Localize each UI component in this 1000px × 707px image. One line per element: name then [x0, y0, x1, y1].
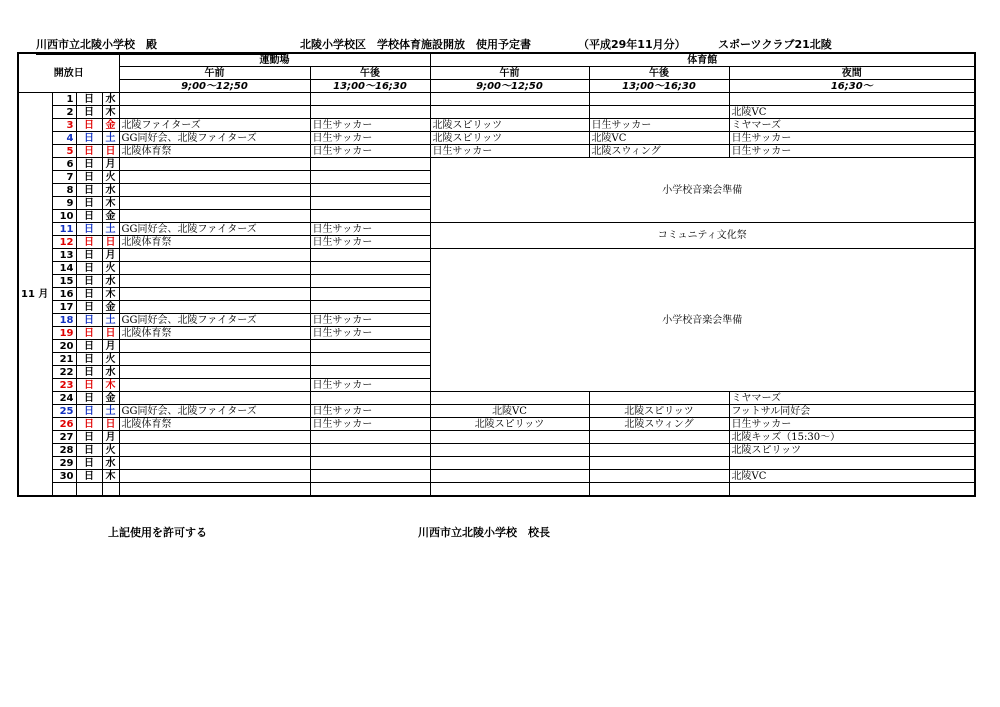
- weekday: 木: [102, 288, 119, 301]
- day-number: 20: [52, 340, 76, 353]
- ground-pm-cell: [310, 171, 430, 184]
- gym-pm-cell: [589, 444, 729, 457]
- day-number: 6: [52, 158, 76, 171]
- gym-am-cell: [430, 470, 589, 483]
- gym-night-header: 夜間: [729, 67, 975, 80]
- weekday: 金: [102, 301, 119, 314]
- ground-am-cell: [119, 184, 310, 197]
- day-number: 7: [52, 171, 76, 184]
- gym-am-cell: 北陵スピリッツ: [430, 132, 589, 145]
- ground-am-cell: [119, 379, 310, 392]
- ground-pm-cell: [310, 457, 430, 470]
- table-row: [18, 223, 975, 236]
- ground-am-cell: [119, 288, 310, 301]
- month-label: 11 月: [18, 93, 52, 497]
- day-number: 25: [52, 405, 76, 418]
- day-number: 1: [52, 93, 76, 106]
- day-suffix: 日: [76, 314, 102, 327]
- gym-pm-cell: 日生サッカー: [589, 119, 729, 132]
- day-suffix: 日: [76, 353, 102, 366]
- weekday: 水: [102, 366, 119, 379]
- day-number: 18: [52, 314, 76, 327]
- weekday: 月: [102, 340, 119, 353]
- ground-pm-time: 13;00～16;30: [310, 80, 430, 93]
- open-day-header: 開放日: [18, 53, 119, 93]
- day-number: 16: [52, 288, 76, 301]
- day-suffix: 日: [76, 158, 102, 171]
- gym-pm-cell: [589, 457, 729, 470]
- gym-pm-header: 午後: [589, 67, 729, 80]
- gym-pm-cell: [589, 470, 729, 483]
- day-suffix: 日: [76, 366, 102, 379]
- principal-signature-line: 川西市立北陵小学校 校長: [418, 526, 550, 539]
- table-row: [18, 405, 975, 418]
- gym-am-cell: [430, 444, 589, 457]
- ground-pm-cell: 日生サッカー: [310, 236, 430, 249]
- gym-am-header: 午前: [430, 67, 589, 80]
- gym-pm-cell: [589, 93, 729, 106]
- day-suffix: 日: [76, 301, 102, 314]
- gym-am-cell: 北陵スピリッツ: [430, 119, 589, 132]
- day-number: 5: [52, 145, 76, 158]
- ground-pm-cell: 日生サッカー: [310, 418, 430, 431]
- ground-header: 運動場: [119, 53, 430, 67]
- day-suffix: 日: [76, 288, 102, 301]
- weekday: 月: [102, 431, 119, 444]
- day-number: 15: [52, 275, 76, 288]
- ground-am-cell: 北陵体育祭: [119, 236, 310, 249]
- ground-pm-cell: 日生サッカー: [310, 405, 430, 418]
- ground-am-cell: GG同好会、北陵ファイターズ: [119, 314, 310, 327]
- ground-pm-cell: [310, 197, 430, 210]
- day-suffix: 日: [76, 197, 102, 210]
- ground-pm-cell: [310, 353, 430, 366]
- day-suffix: 日: [76, 145, 102, 158]
- gym-merged-concert-prep: 小学校音楽会準備: [430, 249, 975, 392]
- gym-night-cell: [729, 93, 975, 106]
- ground-am-cell: 北陵体育祭: [119, 418, 310, 431]
- weekday: 水: [102, 93, 119, 106]
- gym-am-cell: [430, 106, 589, 119]
- ground-am-header: 午前: [119, 67, 310, 80]
- day-suffix: 日: [76, 132, 102, 145]
- table-row: [18, 93, 975, 106]
- gym-night-time: 16;30～: [729, 80, 975, 93]
- ground-am-cell: GG同好会、北陵ファイターズ: [119, 223, 310, 236]
- gym-pm-cell: [589, 106, 729, 119]
- weekday: 金: [102, 210, 119, 223]
- table-row: [18, 145, 975, 158]
- gym-am-cell: 日生サッカー: [430, 145, 589, 158]
- day-number: 13: [52, 249, 76, 262]
- weekday: 水: [102, 275, 119, 288]
- ground-pm-cell: [310, 184, 430, 197]
- ground-am-cell: [119, 249, 310, 262]
- addressee: 川西市立北陵小学校 殿: [36, 36, 286, 55]
- weekday: 日: [102, 236, 119, 249]
- ground-am-cell: [119, 210, 310, 223]
- weekday: 木: [102, 106, 119, 119]
- day-suffix: 日: [76, 249, 102, 262]
- day-suffix: 日: [76, 93, 102, 106]
- ground-am-cell: [119, 275, 310, 288]
- gym-pm-cell: [589, 392, 729, 405]
- blank-cell: [52, 483, 76, 497]
- table-row: [18, 431, 975, 444]
- weekday: 金: [102, 119, 119, 132]
- gym-am-cell: [430, 93, 589, 106]
- ground-am-cell: [119, 444, 310, 457]
- day-suffix: 日: [76, 171, 102, 184]
- day-suffix: 日: [76, 405, 102, 418]
- ground-am-cell: [119, 340, 310, 353]
- gym-header: 体育館: [430, 53, 975, 67]
- weekday: 水: [102, 457, 119, 470]
- weekday: 日: [102, 145, 119, 158]
- ground-am-cell: [119, 366, 310, 379]
- table-row: [18, 158, 975, 171]
- table-row: [18, 392, 975, 405]
- day-suffix: 日: [76, 223, 102, 236]
- ground-pm-cell: 日生サッカー: [310, 379, 430, 392]
- ground-am-cell: [119, 392, 310, 405]
- ground-pm-cell: 日生サッカー: [310, 314, 430, 327]
- weekday: 日: [102, 418, 119, 431]
- gym-am-time: 9;00～12;50: [430, 80, 589, 93]
- weekday: 火: [102, 444, 119, 457]
- day-number: 30: [52, 470, 76, 483]
- ground-am-cell: 北陵ファイターズ: [119, 119, 310, 132]
- gym-night-cell: 日生サッカー: [729, 418, 975, 431]
- ground-am-cell: [119, 171, 310, 184]
- ground-am-cell: [119, 353, 310, 366]
- ground-am-time: 9;00～12;50: [119, 80, 310, 93]
- ground-pm-cell: [310, 262, 430, 275]
- day-suffix: 日: [76, 327, 102, 340]
- blank-cell: [102, 483, 119, 497]
- day-suffix: 日: [76, 106, 102, 119]
- day-number: 26: [52, 418, 76, 431]
- day-suffix: 日: [76, 184, 102, 197]
- table-row: [18, 457, 975, 470]
- weekday: 土: [102, 405, 119, 418]
- day-number: 21: [52, 353, 76, 366]
- blank-cell: [310, 483, 430, 497]
- ground-pm-cell: 日生サッカー: [310, 223, 430, 236]
- table-row-blank: [18, 483, 975, 497]
- table-row: [18, 132, 975, 145]
- weekday: 木: [102, 197, 119, 210]
- ground-am-cell: [119, 93, 310, 106]
- ground-pm-cell: [310, 366, 430, 379]
- gym-night-cell: 日生サッカー: [729, 145, 975, 158]
- ground-pm-cell: [310, 275, 430, 288]
- gym-night-cell: 日生サッカー: [729, 132, 975, 145]
- ground-pm-cell: [310, 444, 430, 457]
- day-number: 8: [52, 184, 76, 197]
- table-row: [18, 444, 975, 457]
- day-suffix: 日: [76, 444, 102, 457]
- blank-cell: [729, 483, 975, 497]
- day-suffix: 日: [76, 210, 102, 223]
- day-number: 9: [52, 197, 76, 210]
- ground-pm-cell: 日生サッカー: [310, 327, 430, 340]
- ground-am-cell: GG同好会、北陵ファイターズ: [119, 405, 310, 418]
- weekday: 火: [102, 353, 119, 366]
- club-name: スポーツクラブ21北陵: [718, 38, 832, 51]
- document-title: 北陵小学校区 学校体育施設開放 使用予定書: [300, 38, 531, 51]
- weekday: 月: [102, 158, 119, 171]
- day-suffix: 日: [76, 275, 102, 288]
- gym-pm-cell: 北陵スピリッツ: [589, 405, 729, 418]
- ground-am-cell: [119, 470, 310, 483]
- gym-night-cell: 北陵スピリッツ: [729, 444, 975, 457]
- ground-pm-cell: [310, 470, 430, 483]
- gym-night-cell: フットサル同好会: [729, 405, 975, 418]
- weekday: 土: [102, 223, 119, 236]
- gym-merged-concert-prep: 小学校音楽会準備: [430, 158, 975, 223]
- gym-night-cell: 北陵VC: [729, 106, 975, 119]
- day-suffix: 日: [76, 418, 102, 431]
- day-number: 10: [52, 210, 76, 223]
- ground-pm-cell: [310, 288, 430, 301]
- gym-pm-cell: 北陵VC: [589, 132, 729, 145]
- ground-am-cell: 北陵体育祭: [119, 145, 310, 158]
- gym-pm-cell: 北陵スウィング: [589, 145, 729, 158]
- table-row: [18, 249, 975, 262]
- ground-am-cell: [119, 301, 310, 314]
- weekday: 水: [102, 184, 119, 197]
- day-suffix: 日: [76, 379, 102, 392]
- ground-am-cell: [119, 197, 310, 210]
- gym-night-cell: [729, 457, 975, 470]
- ground-pm-cell: [310, 340, 430, 353]
- day-number: 2: [52, 106, 76, 119]
- day-suffix: 日: [76, 340, 102, 353]
- ground-am-cell: [119, 431, 310, 444]
- blank-cell: [589, 483, 729, 497]
- ground-am-cell: [119, 158, 310, 171]
- day-suffix: 日: [76, 392, 102, 405]
- day-number: 11: [52, 223, 76, 236]
- gym-am-cell: 北陵VC: [430, 405, 589, 418]
- gym-am-cell: [430, 431, 589, 444]
- ground-am-cell: [119, 262, 310, 275]
- day-suffix: 日: [76, 236, 102, 249]
- gym-pm-time: 13;00～16;30: [589, 80, 729, 93]
- blank-cell: [430, 483, 589, 497]
- day-number: 12: [52, 236, 76, 249]
- weekday: 火: [102, 262, 119, 275]
- document-period: （平成29年11月分）: [578, 38, 686, 51]
- table-row: [18, 418, 975, 431]
- day-number: 17: [52, 301, 76, 314]
- day-number: 4: [52, 132, 76, 145]
- ground-pm-cell: [310, 392, 430, 405]
- day-number: 19: [52, 327, 76, 340]
- blank-cell: [76, 483, 102, 497]
- day-number: 27: [52, 431, 76, 444]
- ground-pm-cell: [310, 249, 430, 262]
- ground-am-cell: [119, 457, 310, 470]
- permit-statement: 上記使用を許可する: [108, 526, 207, 539]
- ground-pm-cell: 日生サッカー: [310, 119, 430, 132]
- ground-am-cell: 北陵体育祭: [119, 327, 310, 340]
- weekday: 火: [102, 171, 119, 184]
- ground-pm-cell: [310, 301, 430, 314]
- ground-pm-cell: 日生サッカー: [310, 132, 430, 145]
- ground-pm-cell: [310, 158, 430, 171]
- weekday: 木: [102, 470, 119, 483]
- table-row: [18, 470, 975, 483]
- gym-am-cell: 北陵スピリッツ: [430, 418, 589, 431]
- day-number: 22: [52, 366, 76, 379]
- ground-pm-cell: [310, 93, 430, 106]
- ground-pm-cell: [310, 431, 430, 444]
- blank-cell: [119, 483, 310, 497]
- day-number: 24: [52, 392, 76, 405]
- weekday: 月: [102, 249, 119, 262]
- table-row: [18, 106, 975, 119]
- day-number: 29: [52, 457, 76, 470]
- day-suffix: 日: [76, 457, 102, 470]
- table-row: [18, 119, 975, 132]
- ground-pm-cell: [310, 210, 430, 223]
- weekday: 土: [102, 314, 119, 327]
- day-suffix: 日: [76, 431, 102, 444]
- gym-pm-cell: [589, 431, 729, 444]
- weekday: 土: [102, 132, 119, 145]
- schedule-table: [17, 52, 976, 497]
- gym-am-cell: [430, 457, 589, 470]
- gym-night-cell: ミヤマーズ: [729, 119, 975, 132]
- day-number: 23: [52, 379, 76, 392]
- gym-night-cell: 北陵VC: [729, 470, 975, 483]
- weekday: 木: [102, 379, 119, 392]
- ground-am-cell: [119, 106, 310, 119]
- weekday: 金: [102, 392, 119, 405]
- ground-pm-cell: [310, 106, 430, 119]
- day-suffix: 日: [76, 119, 102, 132]
- gym-merged-culture-festival: コミュニティ文化祭: [430, 223, 975, 249]
- day-suffix: 日: [76, 262, 102, 275]
- ground-pm-header: 午後: [310, 67, 430, 80]
- ground-pm-cell: 日生サッカー: [310, 145, 430, 158]
- gym-night-cell: 北陵キッズ（15:30～）: [729, 431, 975, 444]
- weekday: 日: [102, 327, 119, 340]
- gym-night-cell: ミヤマーズ: [729, 392, 975, 405]
- day-suffix: 日: [76, 470, 102, 483]
- day-number: 14: [52, 262, 76, 275]
- gym-am-cell: [430, 392, 589, 405]
- day-number: 28: [52, 444, 76, 457]
- day-number: 3: [52, 119, 76, 132]
- ground-am-cell: GG同好会、北陵ファイターズ: [119, 132, 310, 145]
- gym-pm-cell: 北陵スウィング: [589, 418, 729, 431]
